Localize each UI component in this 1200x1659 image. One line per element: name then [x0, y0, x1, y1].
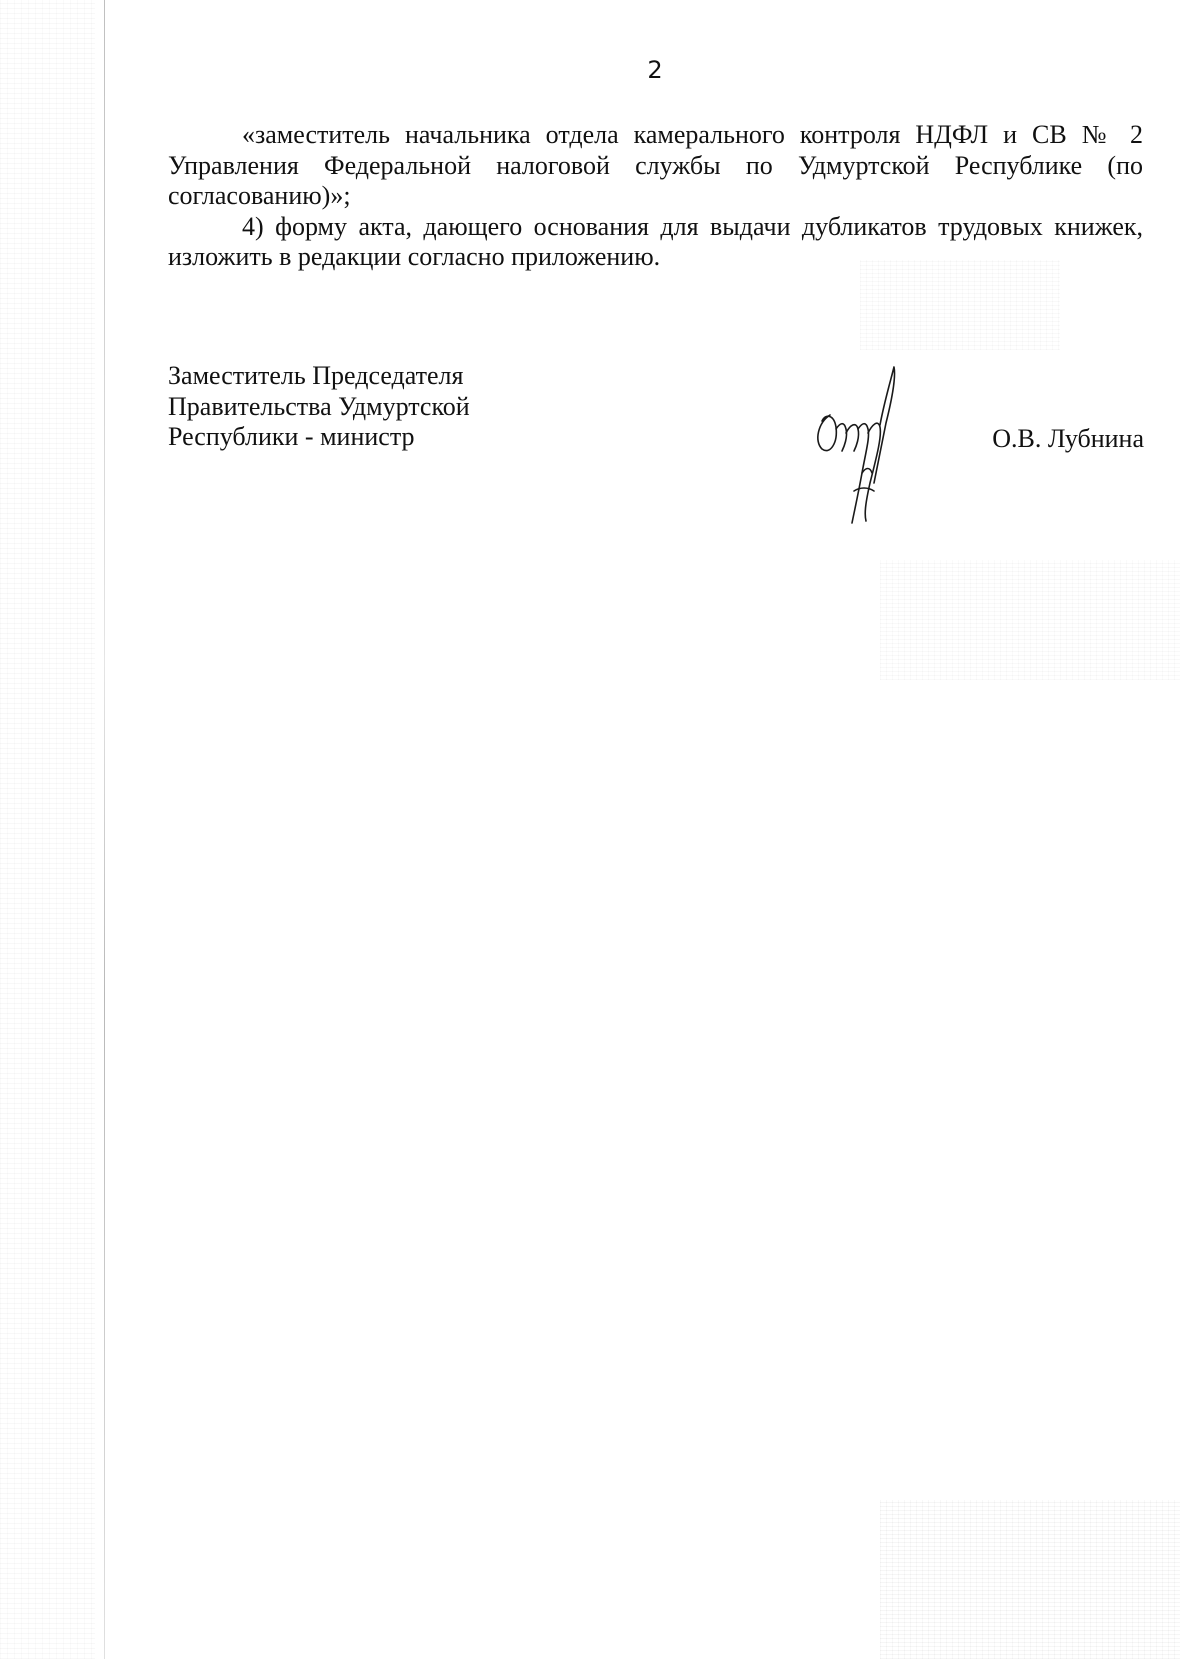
paragraph-position-quote: «заместитель начальника отдела камерального контроля НДФЛ и СВ № 2 — [242, 120, 1143, 149]
signature-position-line: Заместитель Председателя — [168, 361, 464, 390]
scan-line-left — [104, 0, 105, 1659]
scan-noise — [860, 260, 1060, 350]
body-text — [168, 120, 1143, 273]
signature-position-line: Республики - министр — [168, 422, 415, 451]
scan-noise — [880, 560, 1180, 680]
scan-noise — [880, 1500, 1180, 1659]
handwritten-signature-icon — [808, 363, 918, 533]
page-number: 2 — [647, 56, 663, 84]
paragraph-position-quote-continued: Управления Федеральной налоговой службы по Удмуртской Республике (по согласованию)»; — [168, 150, 1143, 210]
scan-edge-left — [0, 0, 95, 1659]
signature-position-line: Правительства Удмуртской — [168, 391, 470, 421]
paragraph-item-4: 4) форму акта, дающего основания для выдачи дубликатов трудовых книжек, изложить в редакции согласно приложению. — [168, 211, 1143, 271]
signer-name: О.В. Лубнина — [992, 424, 1144, 453]
